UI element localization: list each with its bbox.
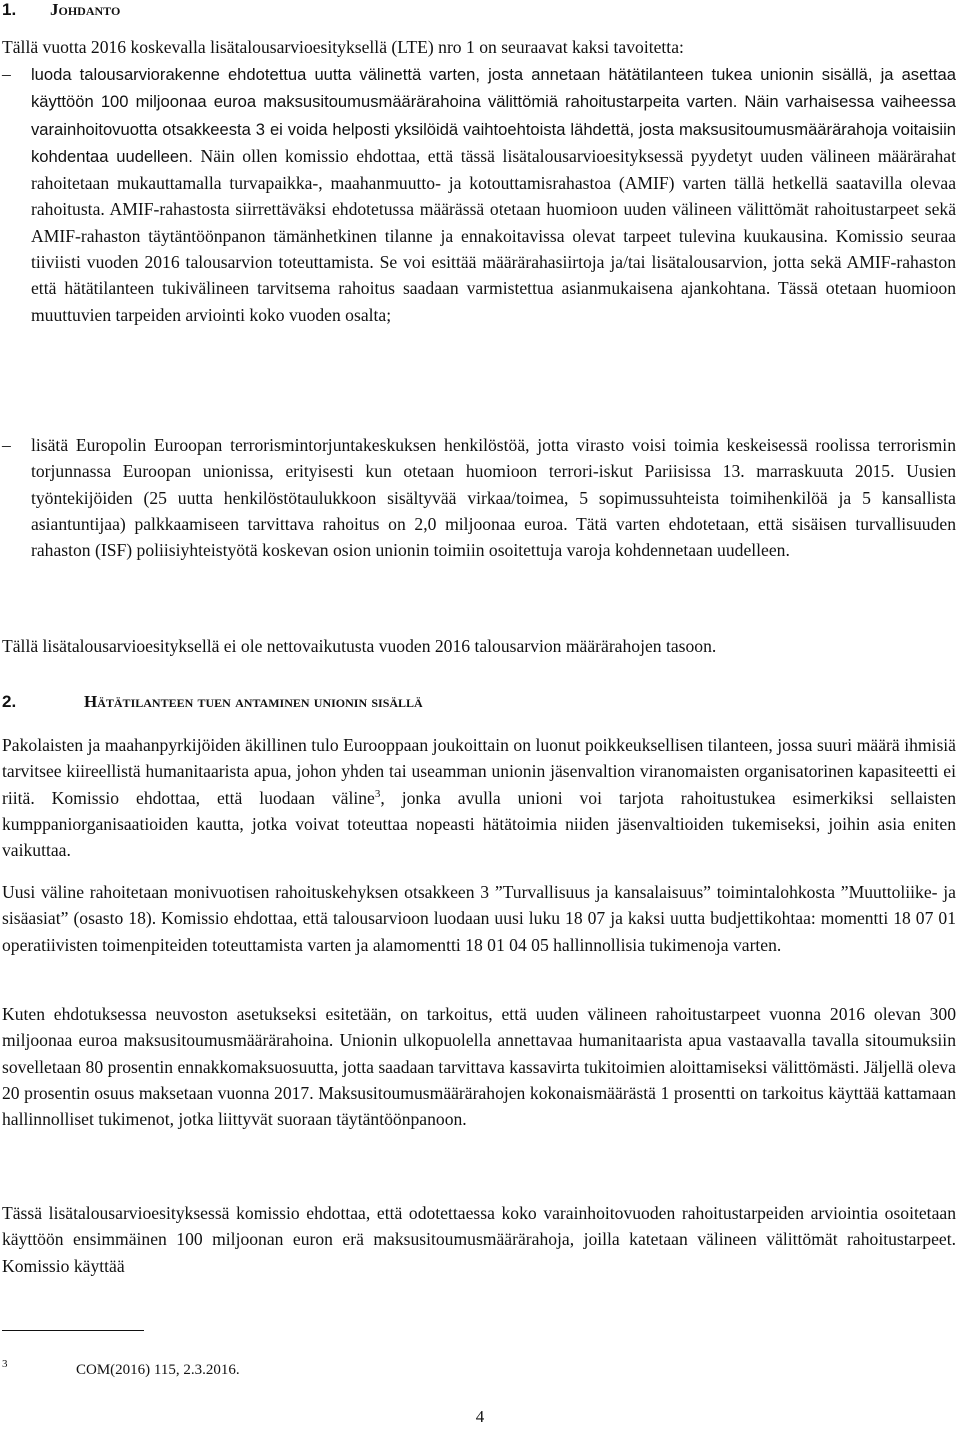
bullet-dash: – (2, 435, 11, 455)
bullet-2-text: lisätä Europolin Euroopan terrorismintorjuntakeskuksen henkilöstöä, jotta virasto voisi toimia keskeisessä roolissa terrorismin torjunnassa Euroopan unionissa, erityisesti kun otetaan huomioon terrori-iskut Pariisissa 13. marraskuuta 2015. Uusien työntekijöiden (25 uutta henkilöstötaulukkoon sisältyvää virkaa/toimea, 5 sopimussuhteista toimihenkilöä ja 5 kansallista asiantuntijaa) palkkaamiseen tarvittava rahoitus on 2,0 miljoonaa euroa. Tätä varten ehdotetaan, että sisäisen turvallisuuden rahaston (ISF) poliisiyhteistyötä koskevan osion unionin toimiin osoitettuja varoja kohdennetaan uudelleen. (31, 435, 956, 561)
bullet-1-body (31, 61, 956, 328)
section-2-paragraph-1 (2, 732, 956, 863)
paragraph-1-text-b: , jonka avulla unioni voi tarjota rahoitustukea esimerkiksi sellaisten kumppaniorganisaatioiden kautta, jotka voivat toteuttaa nopeasti hätätoimia niiden jäsenvaltioiden tukemiseksi, joihin asia eniten vaikuttaa. (2, 787, 956, 861)
bullet-item-2 (2, 432, 956, 563)
bullet-1-text-sans: luoda talousarviorakenne ehdotettua uutta välinettä varten, josta annetaan hätätilanteen tukea unionin sisällä, ja asettaa käyttöön 100 miljoonaa euroa maksusitoumusmäärärahoina välittömiä rahoitustarpeita varten. Näin varhaisessa vaiheessa varainhoitovuotta otsakkeesta 3 ei voida helposti yksilöidä vaihtoehtoista lähdettä, josta maksusitoumusmäärärahoja voitaisiin kohdentaa uudelleen. (31, 65, 956, 166)
section-2-paragraph-3: Kuten ehdotuksessa neuvoston asetukseksi esitetään, on tarkoitus, että uuden välineen rahoitustarpeet vuonna 2016 olevan 300 miljoonaa euroa maksusitoumusmäärärahoina. Unionin ulkopuolella annettavaa humanitaarista apua vastaavalla tavalla sitoumuksiin sovelletaan 80 prosentin ennakkomaksuosuutta, jotta saadaan tarvittava kassavirta tukitoimien aloittamiseksi välittömästi. Jäljellä oleva 20 prosentin osuus maksetaan vuonna 2017. Maksusitoumusmäärärahojen kokonaismäärästä 1 prosentti on tarkoitus käyttää kattamaan hallinnolliset tukimenot, jotka liittyvät suoraan täytäntöönpanoon. (2, 1004, 956, 1130)
section-1-closing: Tällä lisätalousarvioesityksellä ei ole nettovaikutusta vuoden 2016 talousarvion määrärahojen tasoon. (2, 636, 717, 656)
section-2-paragraph-4: Tässä lisätalousarvioesityksessä komissio ehdottaa, että odotettaessa koko varainhoitovuoden rahoitustarpeiden arviointia osoitetaan käyttöön ensimmäinen 100 miljoonan euron erä maksusitoumusmäärärahoja, joilla katetaan välineen välittömät rahoitustarpeet. Komissio käyttää (2, 1203, 956, 1276)
section-1-title: Johdanto (50, 0, 121, 19)
bullet-item-1 (2, 61, 956, 328)
section-1-intro: Tällä vuotta 2016 koskevalla lisätalousarvioesityksellä (LTE) nro 1 on seuraavat kaksi tavoitetta: (2, 37, 684, 57)
section-1-number: 1. (2, 0, 17, 19)
footnote-text: COM(2016) 115, 2.3.2016. (76, 1362, 240, 1378)
footnote-number: 3 (2, 1358, 8, 1370)
section-2-title: Hätätilanteen tuen antaminen unionin sisällä (84, 692, 423, 711)
section-2-number: 2. (2, 692, 17, 711)
bullet-2-body (31, 432, 956, 563)
section-2-paragraph-2: Uusi väline rahoitetaan monivuotisen rahoituskehyksen otsakkeen 3 ”Turvallisuus ja kansalaisuus” toimintalohkosta ”Muuttoliike- ja sisäasiat” (osasto 18). Komissio ehdottaa, että talousarvioon luodaan uusi luku 18 07 ja kaksi uutta budjettikohtaa: momentti 18 07 01 operatiivisten toimenpiteiden toteuttamista varten ja alamomentti 18 01 04 05 hallinnollisia tukimenoja varten. (2, 882, 956, 955)
bullet-dash: – (2, 64, 11, 84)
page-number: 4 (475, 1407, 485, 1426)
paragraph-1-text-a: Pakolaisten ja maahanpyrkijöiden äkillinen tulo Eurooppaan joukoittain on luonut poikkeuksellisen tilanteen, jossa suuri määrä ihmisiä tarvitsee kiireellistä humanitaarista apua, johon yhden tai useamman unionin jäsenvaltion viranomaisten organisatorinen kapasiteetti ei riitä. Komissio ehdottaa, että luodaan väline (2, 735, 956, 808)
section-1-heading (2, 0, 120, 20)
section-2-heading (2, 692, 423, 712)
footnote-reference: 3 (374, 787, 381, 800)
footnote-divider (2, 1330, 144, 1331)
bullet-1-text: Näin ollen komissio ehdottaa, että tässä lisätalousarvioesityksessä pyydetyt uuden välineen määrärahat rahoitetaan mukauttamalla turvapaikka-, maahanmuutto- ja kotouttamisrahastoa (AMIF) varten tällä hetkellä saatavilla olevaa rahoitusta. AMIF-rahastosta siirrettäväksi ehdotetussa määrässä otetaan huomioon uuden välineen välittömät rahoitustarpeet sekä AMIF-rahaston täytäntöönpanon tämänhetkinen tilanne ja ennakoitavissa olevat tarpeet tulevina kuukausina. Komissio seuraa tiiviisti vuoden 2016 talousarvion toteuttamista. Se voi esittää määrärahasiirtoja ja/tai lisätalousarvion, jotta sekä AMIF-rahaston että hätätilanteen tukivälineen tarvitsema rahoitus saadaan varmistettua asianmukaisena ajankohtana. Tässä otetaan huomioon muuttuvien tarpeiden arviointi koko vuoden osalta; (31, 145, 957, 325)
